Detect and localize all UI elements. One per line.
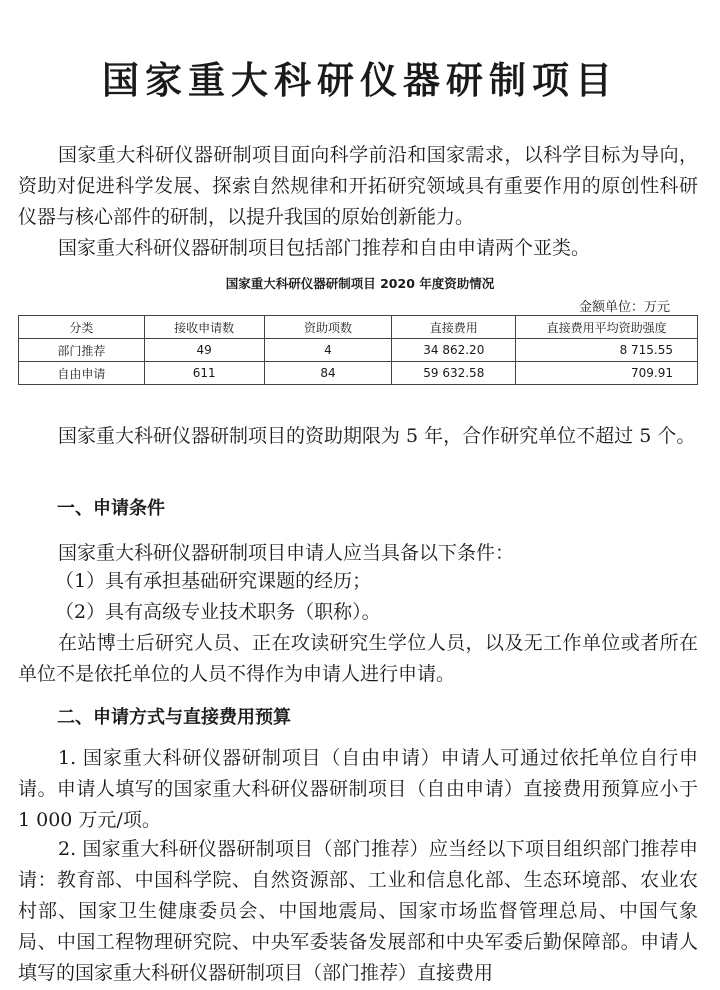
table-header-cell: 直接费用平均资助强度 xyxy=(516,316,698,339)
table-header-cell: 资助项数 xyxy=(264,316,392,339)
table-row xyxy=(19,362,698,385)
section-2-heading: 二、申请方式与直接费用预算 xyxy=(57,707,291,728)
table-caption: 国家重大科研仪器研制项目 2020 年度资助情况 xyxy=(225,276,495,291)
table-header-row xyxy=(19,316,698,339)
intro-paragraph-2: 国家重大科研仪器研制项目包括部门推荐和自由申请两个亚类。 xyxy=(58,237,591,259)
table-cell: 34 862.20 xyxy=(392,339,516,362)
table-cell: 59 632.58 xyxy=(392,362,516,385)
table-cell: 自由申请 xyxy=(19,362,145,385)
section-1-heading: 一、申请条件 xyxy=(57,498,165,519)
table-cell: 49 xyxy=(144,339,264,362)
table-cell: 8 715.55 xyxy=(516,339,698,362)
table-cell: 84 xyxy=(264,362,392,385)
table-unit: 金额单位：万元 xyxy=(578,300,670,315)
table-cell: 4 xyxy=(264,339,392,362)
intro-paragraph-1: 国家重大科研仪器研制项目面向科学前沿和国家需求，以科学目标为导向，资助对促进科学发展、探索自然规律和开拓研究领域具有重要作用的原创性科研仪器与核心部件的研制，以提升我国的原始创新能力。 xyxy=(18,144,698,228)
section-2-item-1: 1. 国家重大科研仪器研制项目（自由申请）申请人可通过依托单位自行申请。申请人填写的国家重大科研仪器研制项目（自由申请）直接费用预算应小于 1 000 万元/项。 xyxy=(18,747,698,831)
table-row xyxy=(19,339,698,362)
condition-1: （1）具有承担基础研究课题的经历； xyxy=(55,570,372,592)
section-2-item-2: 2. 国家重大科研仪器研制项目（部门推荐）应当经以下项目组织部门推荐申请：教育部、中国科学院、自然资源部、工业和信息化部、生态环境部、农业农村部、国家卫生健康委员会、中国地震局、国家市场监督管理总局、中国气象局、中国工程物理研究院、中央军委装备发展部和中央军委后勤保障部。申请人填写的国家重大科研仪器研制项目（部门推荐）直接费用 xyxy=(18,838,698,984)
table-header-cell: 分类 xyxy=(19,316,145,339)
section-1-note: 在站博士后研究人员、正在攻读研究生学位人员，以及无工作单位或者所在单位不是依托单位的人员不得作为申请人进行申请。 xyxy=(18,632,698,685)
section-1-lead: 国家重大科研仪器研制项目申请人应当具备以下条件： xyxy=(58,542,515,564)
condition-2: （2）具有高级专业技术职务（职称）。 xyxy=(55,601,381,623)
table-cell: 611 xyxy=(144,362,264,385)
funding-table xyxy=(18,315,698,385)
table-cell: 709.91 xyxy=(516,362,698,385)
page-title: 国家重大科研仪器研制项目 xyxy=(102,59,618,102)
funding-period-paragraph: 国家重大科研仪器研制项目的资助期限为 5 年，合作研究单位不超过 5 个。 xyxy=(58,425,696,447)
table-cell: 部门推荐 xyxy=(19,339,145,362)
table-header-cell: 直接费用 xyxy=(392,316,516,339)
table-header-cell: 接收申请数 xyxy=(144,316,264,339)
